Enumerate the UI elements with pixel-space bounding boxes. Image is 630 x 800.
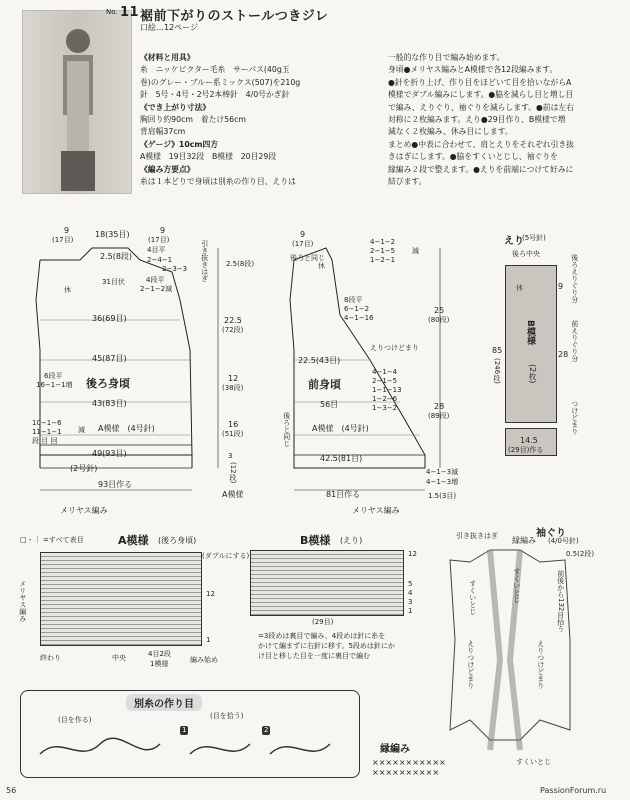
back-width-36: 36(69目) — [92, 314, 127, 323]
armhole-collar-stop-1: えりつけどまり — [466, 640, 475, 689]
front-dec-3: 1−2−1 — [370, 256, 396, 264]
back-top-9b-sts: (17目) — [148, 236, 170, 244]
front-d3: 1−1−13 — [372, 386, 402, 394]
front-v15: 1.5(3目) — [428, 492, 457, 500]
chart-b-title: B模様 — [300, 534, 331, 547]
back-shoulder-1: 4目平 — [147, 246, 166, 254]
front-top-9s: (17目) — [292, 240, 314, 248]
gauge-heading: 《ゲージ》10cm四方 — [140, 139, 219, 149]
tips-line: 糸は１本どりで身頃は別糸の作り目、えりは — [140, 177, 296, 187]
collar-count: (2枚) — [528, 364, 537, 384]
back-hikinuki: 引き抜きはぎ — [200, 240, 209, 282]
collar-r2: 前えりぐり分 — [570, 320, 579, 362]
collar-v85: 85 — [492, 346, 503, 355]
instruction-line: 身頃●メリヤス編みとA模様で各12段編みます。 — [388, 65, 558, 75]
chart-a-rep: 4目2段 — [148, 650, 171, 658]
separate-step-1: 1 — [182, 726, 187, 734]
back-pattern: A模様 (4号針) — [98, 424, 155, 433]
back-shoulder-4: 4段平 — [146, 276, 165, 284]
separate-caston-illustration — [30, 724, 350, 772]
back-shoulder-2: 2−4−1 — [147, 256, 173, 264]
front-p6: 6−1−2 — [344, 305, 370, 313]
back-side-2: 16−1−1増 — [36, 381, 73, 389]
front-p4: 4−1−16 — [344, 314, 374, 322]
collar-r1: 後ろえりぐり分 — [570, 254, 579, 303]
front-body-outline — [240, 220, 470, 510]
back-side-4: 11−1−1 — [32, 428, 62, 436]
chart-b-count: (29目) — [312, 618, 334, 626]
armhole-hikinuki: 引き抜きはぎ — [456, 532, 498, 540]
collar-w145: 14.5 — [520, 436, 538, 445]
model-photo — [22, 10, 132, 194]
chart-b-r3: 3 — [408, 598, 413, 606]
back-rest: 休 — [64, 286, 71, 294]
front-dec-1: 4−1−2 — [370, 238, 396, 246]
front-collar-stop: えりつけどまり — [370, 344, 419, 352]
size-line: 背肩幅37cm — [140, 127, 186, 137]
edge-row-2: ×××××××××× — [372, 768, 440, 777]
size-heading: 《でき上がり寸法》 — [140, 102, 211, 112]
front-cast-on: 81目作る — [326, 490, 361, 499]
collar-w145s: (29目)作る — [508, 446, 544, 454]
armhole-collar-stop-2: えりつけどまり — [536, 640, 545, 689]
armhole-pick: 前後から132目拾う — [556, 570, 565, 633]
armhole-v05: 0.5(2段) — [566, 550, 595, 558]
chart-b-r12: 12 — [408, 550, 417, 558]
front-pattern: A模様 (4号針) — [312, 424, 369, 433]
front-v25s: (80段) — [428, 316, 450, 324]
collar-r3: つけどまり — [570, 400, 579, 435]
armhole-sub: 縁編み — [512, 536, 536, 545]
vest-illustration — [23, 11, 131, 193]
chart-a-r1: 1 — [206, 636, 211, 644]
collar-rest: 休 — [516, 284, 523, 292]
back-width-45: 45(87目) — [92, 354, 127, 363]
chart-a-end: 終わり — [40, 654, 61, 662]
front-v25: 25 — [434, 306, 445, 315]
vest-finishing-diagram — [430, 540, 590, 760]
chart-b-r1: 1 — [408, 607, 413, 615]
gauge-line: A模様 19目32段 B模様 20目29段 — [140, 152, 277, 162]
front-d4: 1−2−6 — [372, 395, 398, 403]
armhole-title: 袖ぐり — [536, 528, 566, 539]
chart-a-start: 編み始め — [190, 656, 218, 664]
armhole-sukui-2: すくいとじ — [512, 568, 521, 603]
front-d5: 1−3−2 — [372, 404, 398, 412]
back-width-43: 43(83目) — [92, 399, 127, 408]
back-v-225s: (72段) — [222, 326, 244, 334]
back-cast-on: 93目作る — [98, 480, 133, 489]
front-hem: メリヤス編み — [352, 506, 400, 515]
instruction-line: 縁編み２段で整えます。●えりを前端につけて好みに — [388, 164, 574, 174]
page-title: 裾前下がりのストールつきジレ — [140, 9, 329, 24]
back-v-225: 22.5 — [224, 316, 242, 325]
back-neck-bindoff: 31目伏 — [102, 278, 125, 286]
back-top-9: 9 — [64, 226, 70, 235]
chart-b-note-2: かけて編まずに右針に移す。5段めは針にか — [258, 642, 395, 650]
materials-line: 針 5号・4号・2号2本棒針 4/0号かぎ針 — [140, 90, 290, 100]
collar-v28: 28 — [558, 350, 569, 359]
materials-heading: 《材料と用具》 — [140, 53, 195, 62]
collar-v9: 9 — [558, 282, 564, 291]
chart-a-center: 中央 — [112, 654, 126, 662]
back-body-name: 後ろ身頃 — [86, 377, 130, 390]
watermark: PassionForum.ru — [540, 786, 607, 795]
armhole-needle: (4/0号針) — [548, 537, 579, 545]
edge-title: 縁編み — [380, 744, 410, 755]
back-a-pattern-label: A模様 — [222, 490, 244, 499]
instruction-line: 模様でダブル編みにします。●脇を減らし目と増し目 — [388, 90, 574, 100]
collar-pattern: B模様 — [525, 320, 535, 345]
front-top-9: 9 — [300, 230, 306, 239]
front-dec-2: 2−1−5 — [370, 247, 396, 255]
separate-pick-label: (目を拾う) — [210, 712, 244, 720]
front-side-same: 後ろと同じ — [282, 412, 291, 447]
back-v-12: 12 — [228, 374, 239, 383]
back-shoulder-5: 2−1−2減 — [140, 285, 173, 293]
front-v28s: (89段) — [428, 412, 450, 420]
size-line: 胸回り約90cm 着たけ56cm — [140, 115, 246, 125]
page-subtitle: 口絵…12ページ — [140, 23, 199, 32]
back-needle-2: (2号針) — [70, 464, 98, 473]
back-v-12s: (38段) — [222, 384, 244, 392]
back-neck-rows: 2.5(8段) — [100, 252, 133, 261]
back-side-1: 6段平 — [44, 372, 63, 380]
materials-line: 糸 ニッケビクター毛糸 サーパス(40g玉 — [140, 65, 290, 75]
chart-b-r5: 5 — [408, 580, 413, 588]
front-back-same: 後ろと同じ — [290, 254, 325, 262]
front-body-name: 前身頃 — [308, 378, 341, 391]
instruction-line: 対称に２枚編みます。えり●29目作り、B模様で増 — [388, 115, 566, 125]
back-shoulder-3: 2−3−3 — [162, 265, 188, 273]
materials-block — [140, 52, 300, 188]
collar-title: えり — [504, 236, 524, 247]
chart-a-grid — [40, 552, 202, 646]
front-width-225: 22.5(43目) — [298, 356, 341, 365]
chart-a-double: (ダブルにする) — [202, 552, 250, 560]
front-p8: 8段平 — [344, 296, 363, 304]
back-v-16s: (51段) — [222, 430, 244, 438]
front-d2: 2−1−5 — [372, 377, 398, 385]
back-width-49: 49(93目) — [92, 449, 127, 458]
front-inc-2: 4−1−3増 — [426, 478, 459, 486]
pattern-number-label: No. — [106, 8, 118, 16]
instruction-line: まとめ●中表に合わせて、肩とえりをそれぞれ引き抜 — [388, 139, 574, 149]
chart-a-title: A模様 — [118, 534, 149, 547]
instruction-line: ●針を折り上げ、作り目をほどいて目を拾いながらA — [388, 77, 572, 87]
instruction-line: 結びます。 — [388, 177, 427, 187]
front-inc-1: 4−1−3減 — [426, 468, 459, 476]
front-width-425: 42.5(81目) — [320, 454, 363, 463]
chart-a-r12: 12 — [206, 590, 215, 598]
front-v28: 28 — [434, 402, 445, 411]
armhole-sukui-1: すくいとじ — [468, 580, 477, 615]
chart-a-rep2: 1模様 — [150, 660, 169, 668]
materials-line: 巻)のグレー・ブルー系ミックス(507)を210g — [140, 77, 301, 87]
front-d1: 4−1−4 — [372, 368, 398, 376]
back-side-dec: 減 — [78, 426, 85, 434]
chart-a-legend: □・｜ =すべて表目 — [20, 536, 84, 544]
pattern-number: 11 — [120, 5, 140, 20]
back-v-25: 2.5(8段) — [226, 260, 255, 268]
chart-b-grid — [250, 550, 404, 616]
tips-heading: 《編み方要点》 — [140, 164, 195, 174]
chart-a-sub: (後ろ身頃) — [158, 536, 197, 545]
front-dec-label: 減 — [412, 247, 419, 255]
chart-a-left: メリヤス編み — [18, 580, 27, 622]
collar-needle: (5号針) — [522, 234, 546, 242]
back-top-18: 18(35目) — [95, 230, 130, 239]
back-v-3s: (12段) — [228, 462, 237, 484]
collar-back-center: 後ろ中央 — [512, 250, 540, 258]
instruction-line: 減なく２枚編み、休み目にします。 — [388, 127, 513, 137]
separate-step-2: 2 — [264, 726, 269, 734]
back-top-9b: 9 — [160, 226, 166, 235]
page-number: 56 — [6, 786, 17, 795]
instructions-block — [388, 52, 574, 188]
chart-b-r4: 4 — [408, 589, 413, 597]
instruction-line: 一般的な作り目で編み始めます。 — [388, 53, 505, 62]
front-w56: 56目 — [320, 400, 339, 409]
front-rest: 休 — [318, 262, 325, 270]
back-v-16: 16 — [228, 420, 239, 429]
separate-caston-title: 別糸の作り目 — [126, 694, 202, 711]
back-side-3: 10−1−6 — [32, 419, 62, 427]
back-v-3: 3 — [228, 452, 233, 460]
separate-make-label: (目を作る) — [58, 716, 92, 724]
collar-v85s: (246段) — [492, 358, 501, 384]
instruction-line: きはぎにします。●脇をすくいとじし、袖ぐりを — [388, 152, 558, 162]
armhole-sukui-3: すくいとじ — [516, 758, 551, 766]
back-top-9-sts: (17目) — [52, 236, 74, 244]
back-side-5: 段 目 回 — [32, 437, 58, 445]
chart-b-sub: (えり) — [340, 536, 363, 545]
chart-b-note-1: =3段めは裏目で編み、4段めは針に糸を — [258, 632, 386, 640]
chart-b-note-3: け目と移した目を一度に裏目で編む — [258, 652, 370, 660]
back-hem: メリヤス編み — [60, 506, 108, 515]
instruction-line: で編み、えりぐり、袖ぐりを減らします。●前は左右 — [388, 102, 574, 112]
edge-row-1: ××××××××××× — [372, 758, 446, 767]
